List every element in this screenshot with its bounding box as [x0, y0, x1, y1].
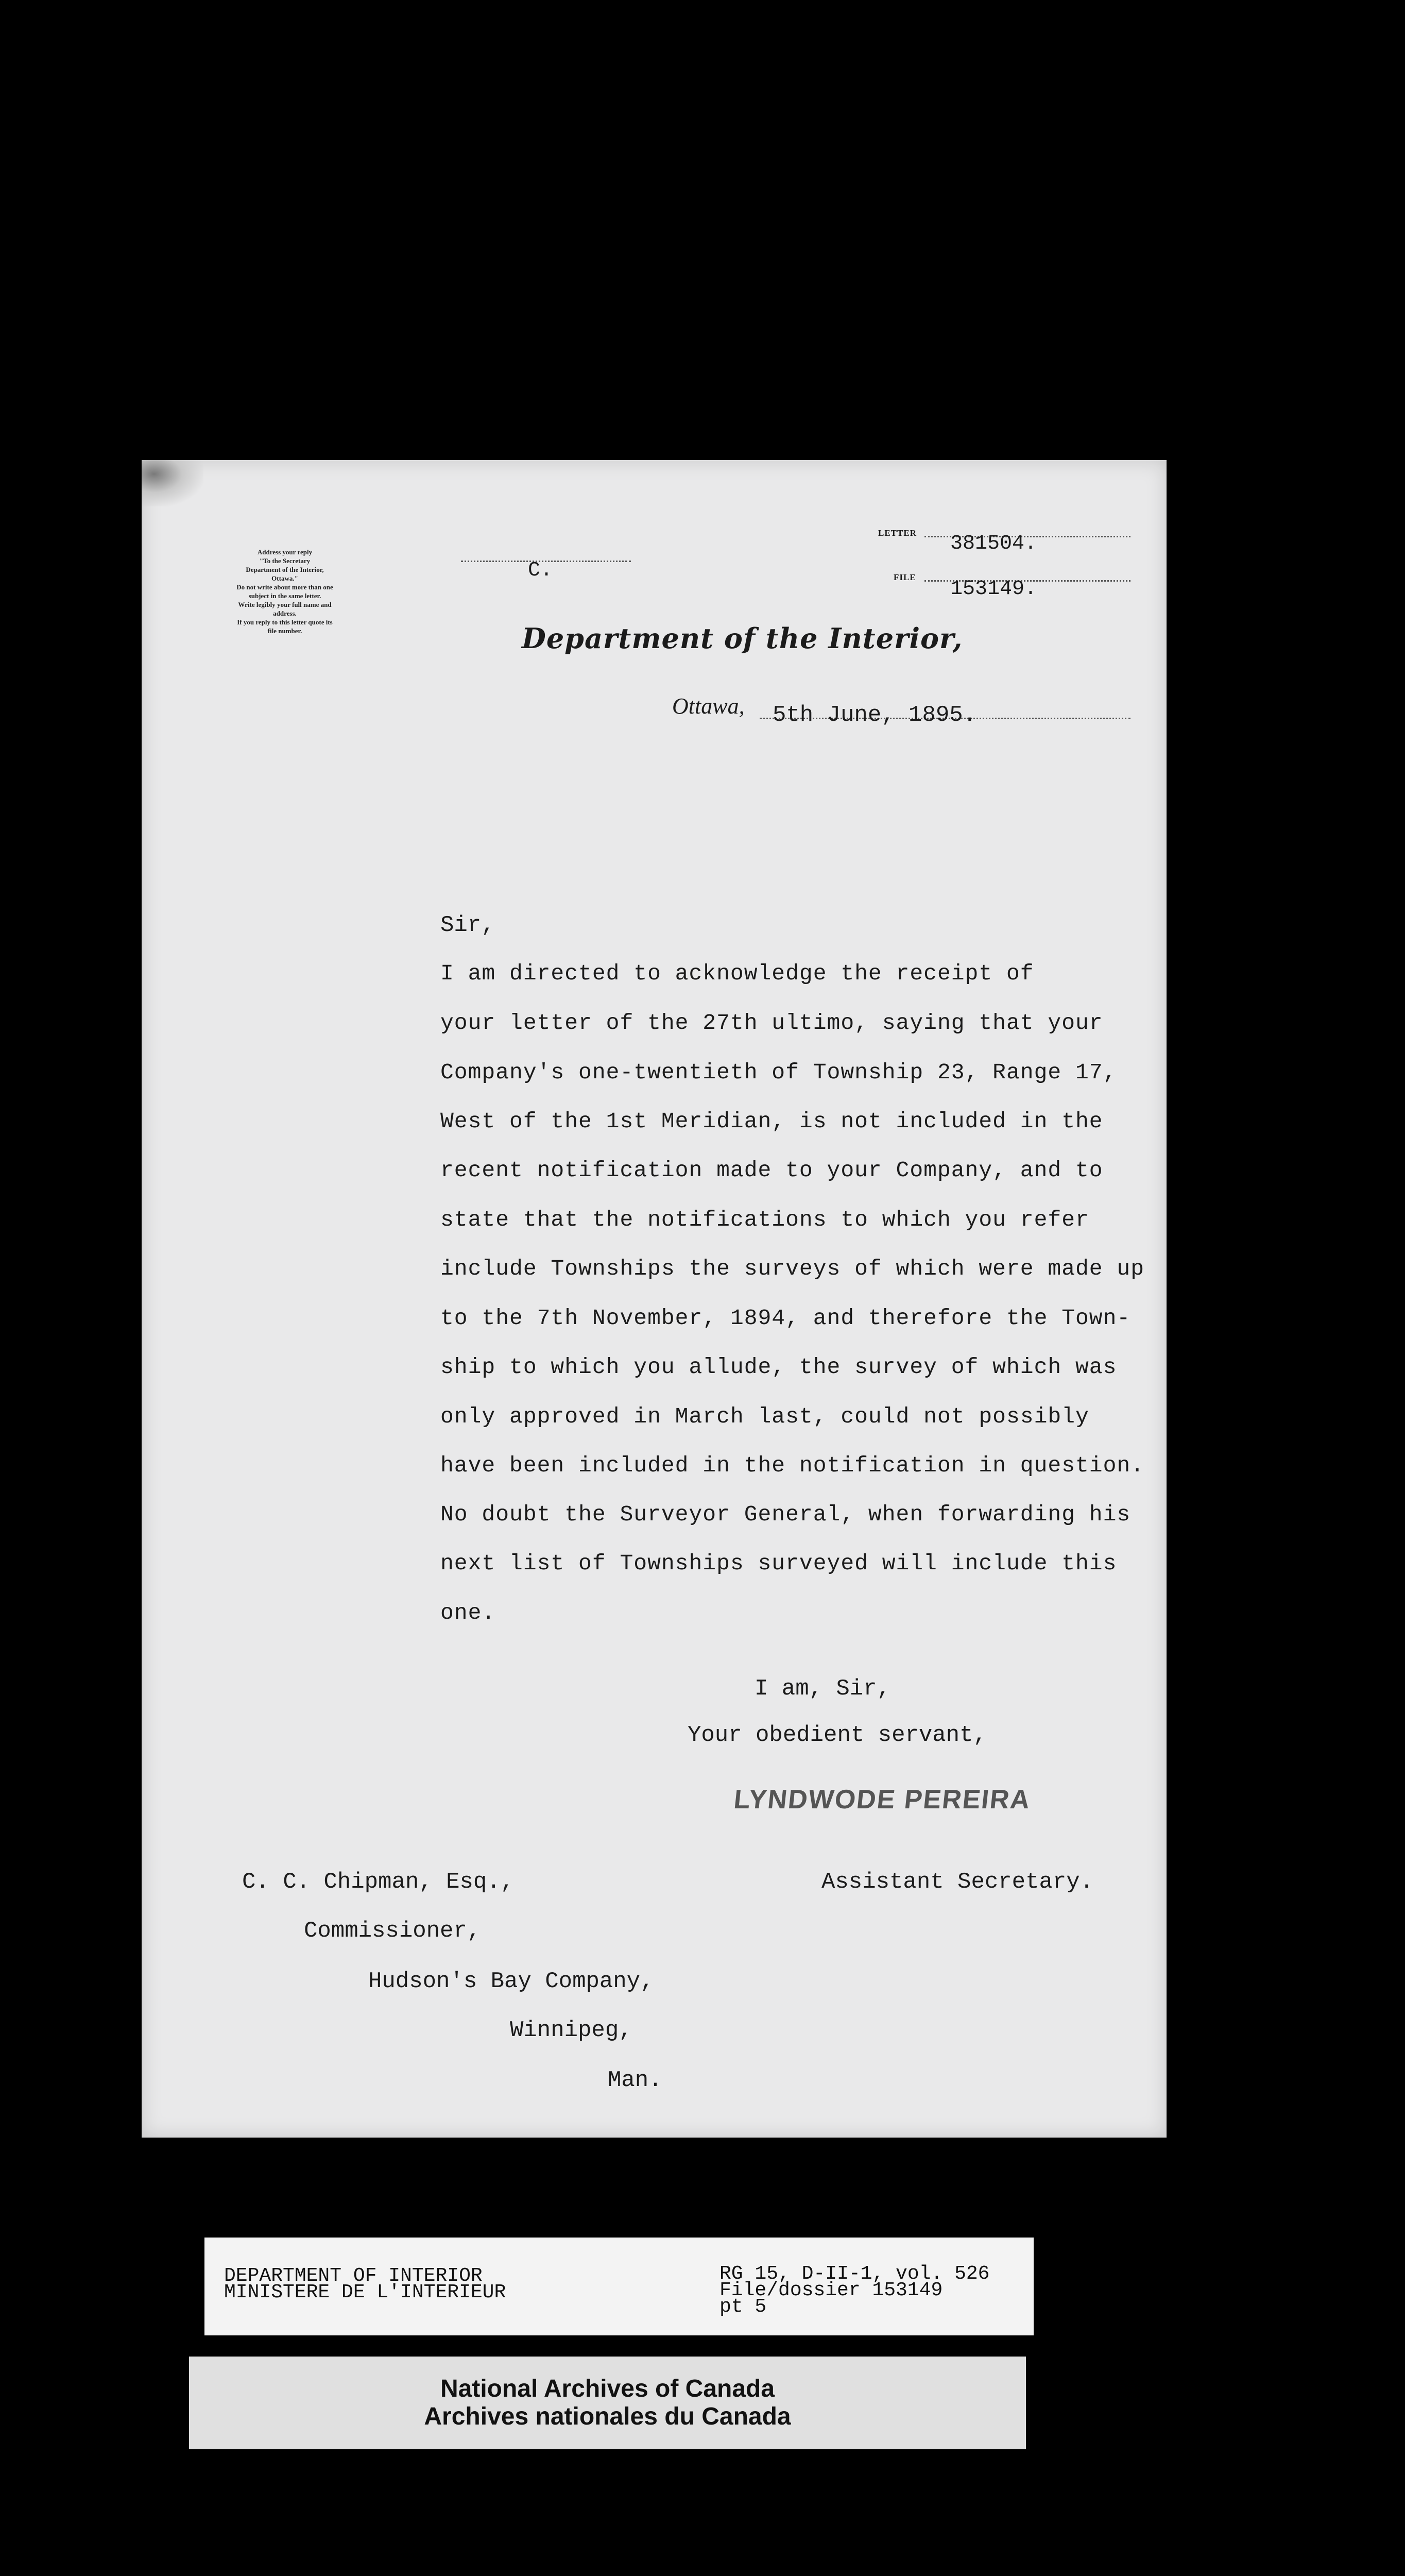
body-line: have been included in the notification in question.: [440, 1453, 1145, 1478]
body-line: ship to which you allude, the survey of which was: [440, 1354, 1117, 1380]
body-line: only approved in March last, could not possibly: [440, 1404, 1089, 1429]
notice-line: Do not write about more than one: [236, 583, 333, 591]
body-line: Company's one-twentieth of Township 23, Range 17,: [440, 1060, 1117, 1085]
place-name: Ottawa,: [672, 693, 745, 719]
notice-line: subject in the same letter.: [248, 592, 321, 600]
notice-line: If you reply to this letter quote its: [237, 618, 333, 626]
body-line: your letter of the 27th ultimo, saying that your: [440, 1010, 1103, 1036]
signature-stamp: LYNDWODE PEREIRA: [732, 1785, 1033, 1815]
department-heading: Department of the Interior,: [522, 622, 963, 655]
part-number: pt 5: [719, 2296, 767, 2318]
record-group: RG 15, D-II-1, vol. 526: [719, 2263, 990, 2285]
body-line: West of the 1st Meridian, is not included in the: [440, 1109, 1103, 1134]
archive-reference-label: [204, 2238, 1034, 2335]
body-line: recent notification made to your Company, and to: [440, 1158, 1103, 1183]
department-fr: MINISTERE DE L'INTERIEUR: [224, 2281, 506, 2303]
notice-line: Department of the Interior,: [246, 566, 324, 573]
closing-line: Your obedient servant,: [688, 1722, 987, 1748]
addressee-line: Winnipeg,: [510, 2018, 632, 2043]
signatory-title: Assistant Secretary.: [821, 1869, 1094, 1895]
addressee-line: Commissioner,: [304, 1918, 481, 1944]
notice-line: Write legibly your full name and: [238, 601, 332, 608]
letter-number: 381504.: [950, 532, 1037, 555]
body-line: include Townships the surveys of which were made up: [440, 1256, 1145, 1281]
letter-page: [142, 460, 1167, 2138]
addressee-name: C. C. Chipman, Esq.,: [242, 1869, 515, 1895]
body-line: I am directed to acknowledge the receipt of: [440, 961, 1034, 986]
notice-line: address.: [273, 609, 297, 617]
addressee-line: Hudson's Bay Company,: [368, 1969, 654, 1994]
department-en: DEPARTMENT OF INTERIOR: [224, 2265, 483, 2287]
body-line: state that the notifications to which you refer: [440, 1207, 1089, 1232]
notice-line: file number.: [267, 627, 302, 635]
addressee-line: Man.: [608, 2067, 662, 2093]
notice-line: Address your reply: [257, 548, 313, 556]
archives-label: [189, 2357, 1026, 2449]
office-initial: C.: [528, 559, 553, 582]
file-number-label: FILE: [894, 572, 916, 582]
file-dossier: File/dossier 153149: [719, 2279, 943, 2301]
letter-date: 5th June, 1895.: [773, 702, 977, 728]
folded-corner: [142, 460, 203, 506]
file-number: 153149.: [950, 578, 1037, 601]
reply-instructions: [202, 548, 367, 635]
closing-line: I am, Sir,: [755, 1676, 891, 1702]
notice-line: Ottawa.": [271, 574, 298, 582]
body-line: No doubt the Surveyor General, when forwarding his: [440, 1502, 1131, 1527]
body-line: to the 7th November, 1894, and therefore the Town-: [440, 1306, 1131, 1331]
body-line: one.: [440, 1600, 496, 1625]
notice-line: "To the Secretary: [259, 557, 311, 565]
salutation: Sir,: [440, 912, 495, 938]
archives-name-fr: Archives nationales du Canada: [424, 2403, 791, 2430]
archives-name-en: National Archives of Canada: [440, 2375, 775, 2402]
body-line: next list of Townships surveyed will include this: [440, 1551, 1117, 1576]
letter-number-label: LETTER: [878, 528, 917, 538]
